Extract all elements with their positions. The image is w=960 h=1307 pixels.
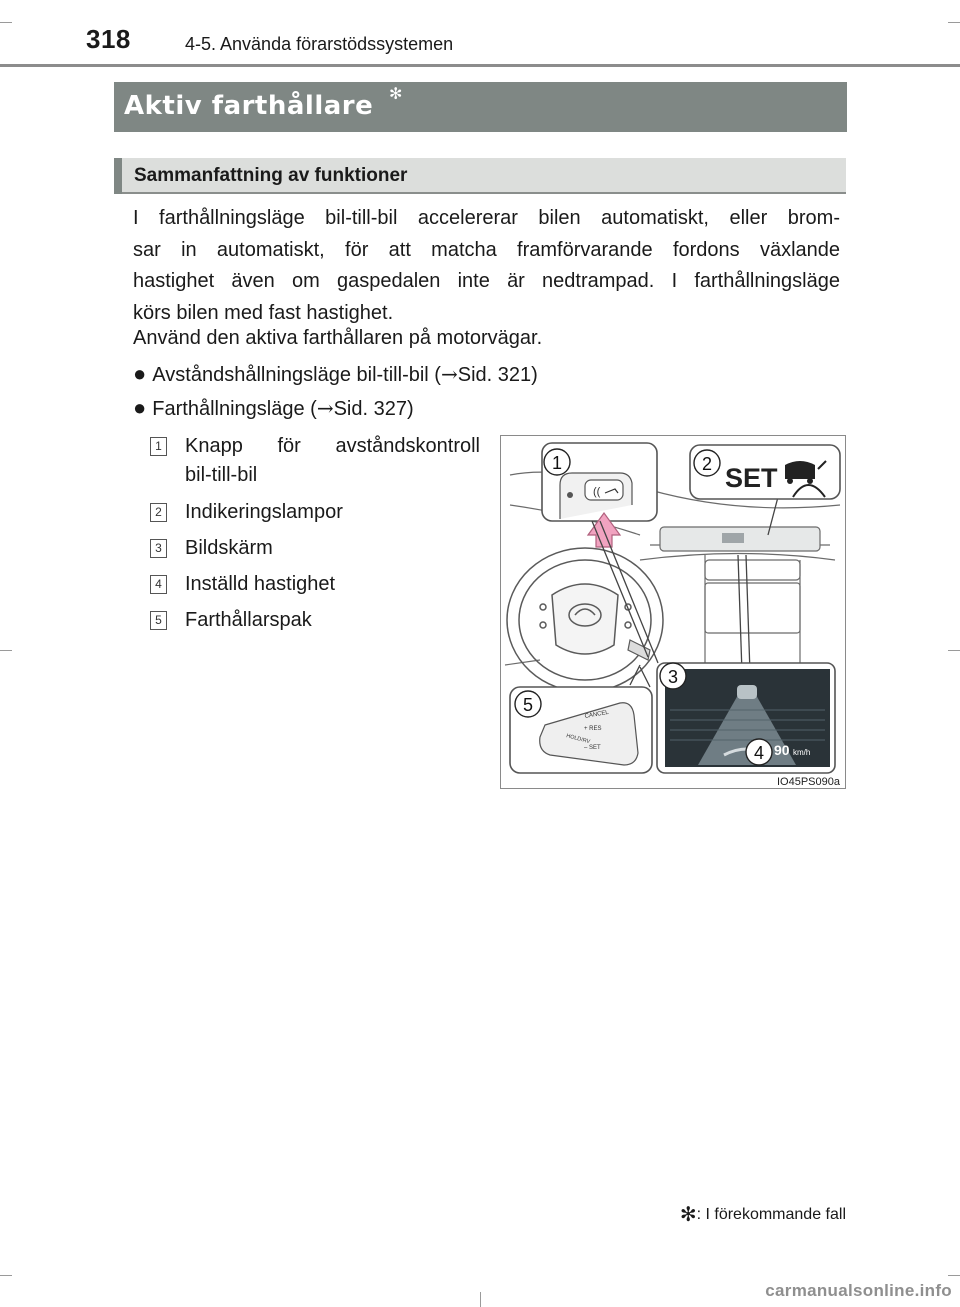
- svg-text:1: 1: [551, 453, 563, 473]
- bullet-item: ● Avståndshållningsläge bil-till-bil (→Sid. 321): [133, 361, 538, 386]
- section-title-bar: [114, 82, 847, 132]
- callout-badge-4: [746, 739, 772, 765]
- crop-mark: [948, 22, 960, 23]
- header-rule: [0, 64, 960, 67]
- running-head: 4-5. Använda förarstödssystemen: [185, 34, 454, 54]
- subheading-text: Sammanfattning av funktioner: [134, 165, 408, 186]
- bullet-icon: ●: [133, 361, 147, 386]
- intro-line: sar in automatiskt, för att matcha framförvarande fordons växlande: [133, 238, 840, 261]
- crop-mark: [0, 1275, 12, 1276]
- lever-set-label: – SET: [584, 745, 601, 751]
- crop-mark: [480, 1292, 481, 1307]
- intro-line: hastighet även om gaspedalen inte är nedtrampad. I farthållningsläge: [133, 270, 840, 292]
- arrow-icon: →: [440, 362, 458, 386]
- set-label: SET: [725, 463, 778, 493]
- usage-paragraph: Använd den aktiva farthållaren på motorvägar.: [133, 327, 543, 349]
- page-title: Aktiv farthållare: [124, 91, 374, 121]
- crop-mark: [948, 1275, 960, 1276]
- callout-badge-2: [694, 450, 720, 476]
- bullet-item: ● Farthållningsläge (→Sid. 327): [133, 395, 414, 420]
- intro-line: körs bilen med fast hastighet.: [133, 301, 394, 324]
- svg-text:4: 4: [753, 743, 765, 763]
- speed-unit: km/h: [793, 748, 811, 757]
- watermark: carmanualsonline.info: [765, 1281, 952, 1300]
- svg-text:3: 3: [667, 667, 679, 687]
- lever-res-label: + RES: [584, 726, 602, 732]
- set-speed-value: 90: [774, 742, 790, 758]
- legend-text: Knapp för avståndskontroll bil-till-bil: [185, 435, 480, 486]
- crop-mark: [0, 22, 12, 23]
- subheading-accent: [114, 158, 122, 194]
- page-reference-link[interactable]: Sid. 327): [333, 398, 414, 420]
- svg-text:((: ((: [593, 486, 601, 498]
- legend-number: 5: [150, 611, 167, 630]
- legend-number: 2: [150, 503, 167, 522]
- legend-text: Bildskärm: [185, 537, 273, 559]
- legend-text: Inställd hastighet: [185, 573, 336, 595]
- asterisk-icon: ✻: [679, 1204, 697, 1226]
- footnote: [680, 1202, 846, 1227]
- svg-text:5: 5: [522, 695, 534, 715]
- intro-paragraph: [133, 203, 840, 329]
- legend-number: 4: [150, 575, 167, 594]
- figure-code: IO45PS090a: [777, 776, 840, 788]
- bullet-icon: ●: [133, 395, 147, 420]
- crop-mark: [948, 650, 960, 651]
- intro-line: I farthållningsläge bil-till-bil accelererar bilen automatiskt, eller brom-: [133, 207, 840, 229]
- asterisk-icon: ✻: [389, 86, 403, 103]
- crop-mark: [0, 650, 12, 651]
- page-reference-link[interactable]: Sid. 321): [457, 364, 538, 386]
- subheading: [114, 158, 846, 194]
- legend-text: Farthållarspak: [185, 609, 312, 631]
- lever-cancel-label: CANCEL: [584, 709, 610, 720]
- arrow-icon: →: [316, 396, 334, 420]
- page-number: 318: [86, 24, 131, 54]
- cruise-control-illustration: [500, 435, 846, 789]
- callout-badge-5: [515, 691, 541, 717]
- callout-badge-1: [544, 449, 570, 475]
- callout-badge-3: [660, 663, 686, 689]
- legend-number: 1: [150, 437, 167, 456]
- footnote-text: : I förekommande fall: [696, 1206, 846, 1223]
- lever-hold-label: HOLD/RV: [565, 733, 591, 746]
- legend-text: Indikeringslampor: [185, 501, 343, 523]
- svg-text:2: 2: [701, 454, 713, 474]
- legend-number: 3: [150, 539, 167, 558]
